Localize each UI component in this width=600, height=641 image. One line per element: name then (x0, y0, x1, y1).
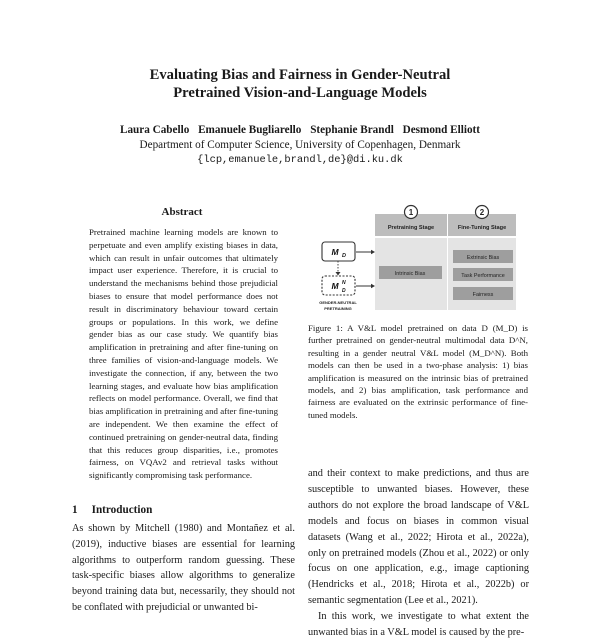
author-3: Stephanie Brandl (310, 124, 394, 136)
figure-1-diagram (308, 200, 530, 318)
title-line-2: Pretrained Vision-and-Language Models (173, 85, 427, 101)
abstract-body (89, 226, 278, 482)
connector-bottom-arrow-icon (371, 284, 375, 288)
abstract-text: Pretrained machine learning models are known to perpetuate and even amplify existing biases in data, which can result in unfair outcomes that ultimately impact user experience. Therefore, it is crucial to understand the mechanisms behind those prejudicial biases to ensure that model performance does not result in discriminatory behaviour toward certain groups or populations. In this work, we define gender bias as our case study. We quantify bias amplification in pretraining and after fine-tuning on three families of vision-and-language models. We investigate the connection, if any, between the two learning stages, and evaluate how bias amplification reflects on model performance. Overall, we find that bias amplification in pretraining and after fine-tuning are independent. We then examine the effect of continued pretraining on gender-neutral data, finding that this reduces group disparities, i.e., promotes fairness, on VQAv2 and retrieval tasks without significantly compromising task performance. (89, 227, 278, 481)
fairness-label: Fairness (472, 292, 494, 298)
pretrained-model-subscript: D (342, 253, 346, 259)
author-emails: {lcp,emanuele,brandl,de}@di.ku.dk (197, 154, 403, 166)
neutral-model-symbol: M (331, 281, 339, 291)
stage-1-number: 1 (408, 208, 414, 217)
pretraining-stage-label: Pretraining Stage (387, 225, 435, 231)
section-number: 1 (72, 504, 78, 516)
extrinsic-bias-label: Extrinsic Bias (466, 255, 500, 261)
stage-2-number: 2 (479, 208, 485, 217)
introduction-text: As shown by Mitchell (1980) and Montañez et al. (2019), inductive biases are essential for learning algorithms to outperform random guessing. These task-specific biases allow algorithms to generalize beyond training data but, necessarily, they should not be conflated with prejudicial or unwanted bi- (72, 523, 295, 613)
neutral-model-subscript: D (342, 288, 346, 294)
figure-1-caption: Figure 1: A V&L model pretrained on data D (M_D) is further pretrained on gender-neutral multimodal data D^N, resulting in a gender neutral V&L model (M_D^N). Both models can then be used in a two-phase analysis: 1) bias amplification is measured on the intrinsic bias of pretrained models, and 2) bias amplification, task performance and fairness are evaluated on the extrinsic performance of fine-tuned models. (308, 323, 528, 420)
affiliation: Department of Computer Science, University of Copenhagen, Denmark (139, 139, 461, 151)
section-title: Introduction (91, 504, 153, 516)
arrow-head-icon (336, 272, 341, 276)
author-1: Laura Cabello (119, 124, 190, 136)
section-heading (72, 504, 152, 516)
abstract-heading: Abstract (161, 206, 203, 218)
finetuning-stage-label: Fine-Tuning Stage (457, 225, 507, 231)
pretraining-label: PRETRAINING (324, 306, 352, 311)
right-paragraph-1: and their context to make predictions, and thus are susceptible to unwanted biases. However, these authors do not explore the broad landscape of V&L models and focus on biases in common visual datasets (Wang et al., 2022; Hirota et al., 2022a), only on pretrained models (Zhou et al., 2022) or only focus on one application, e.g., image captioning (Hendricks et al., 2018; Hirota et al., 2022b) or semantic segmentation (Lee et al., 2021). (308, 468, 529, 607)
title-line-1: Evaluating Bias and Fairness in Gender-Neutral (149, 67, 451, 83)
gender-neutral-label: GENDER-NEUTRAL (319, 300, 357, 305)
connector-top-arrow-icon (371, 250, 375, 254)
right-paragraph-2: In this work, we investigate to what extent the unwanted bias in a V&L model is caused by the pre- (308, 611, 529, 639)
right-column-text (308, 466, 529, 641)
neutral-model-superscript: N (342, 280, 346, 286)
author-4: Desmond Elliott (402, 124, 480, 136)
author-list (0, 124, 600, 136)
pretrained-model-symbol: M (331, 247, 339, 257)
intrinsic-bias-label: Intrinsic Bias (394, 271, 426, 277)
task-performance-label: Task Performance (461, 273, 505, 279)
author-2: Emanuele Bugliarello (198, 124, 302, 136)
paper-title (0, 66, 600, 102)
